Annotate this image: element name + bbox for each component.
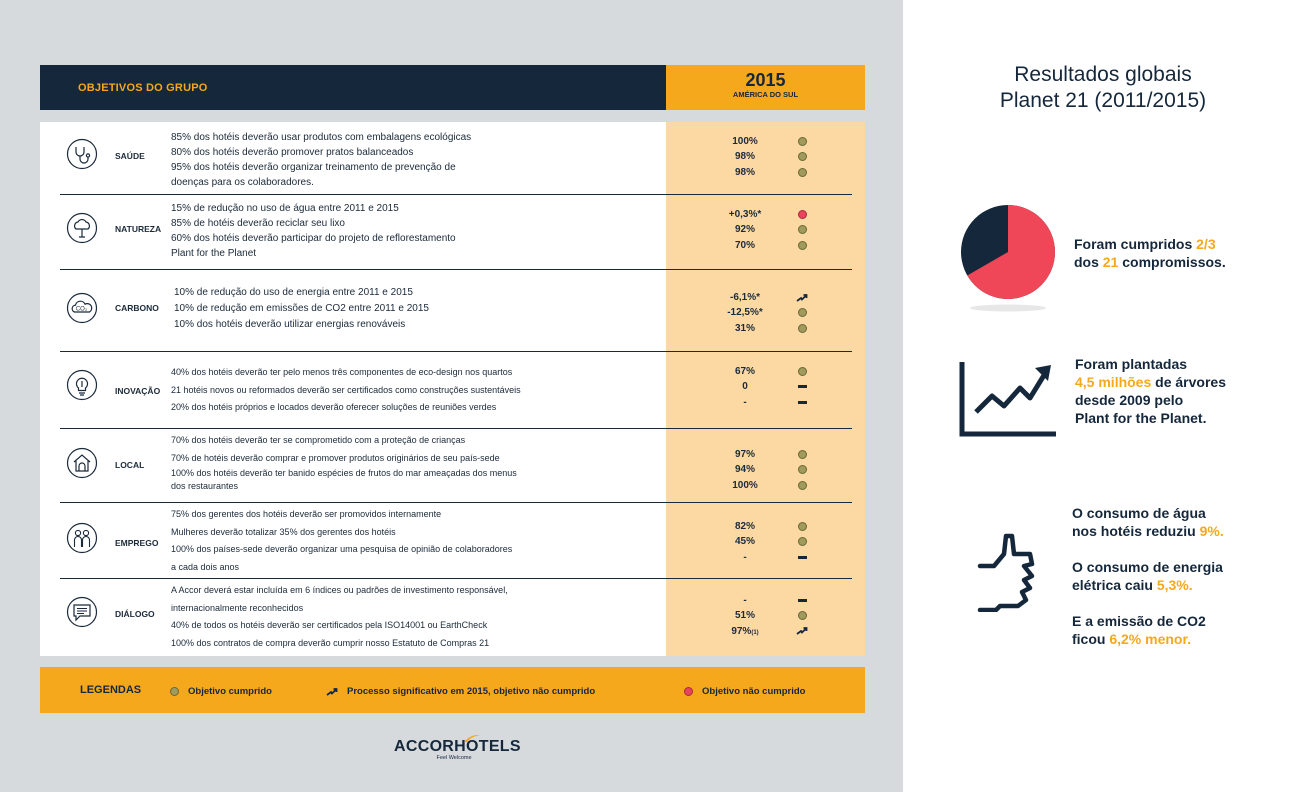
category-label: EMPREGO	[115, 538, 159, 548]
pie-shadow	[970, 305, 1046, 312]
value-footnote: (1)	[751, 629, 759, 636]
goals-list	[171, 130, 661, 190]
value-text: -12,5%*	[727, 307, 763, 319]
results-title-line1: Resultados globais	[1014, 63, 1192, 86]
goal-text: 75% dos gerentes dos hotéis deverão ser promovidos internamente	[171, 509, 442, 519]
status-marks	[794, 364, 810, 410]
spacer	[1072, 540, 1224, 558]
value-text: 70%	[734, 239, 755, 251]
achieved-dot-icon	[798, 522, 807, 531]
category-label: DIÁLOGO	[115, 609, 155, 619]
achieved-dot-icon	[798, 225, 807, 234]
dash-icon	[798, 385, 807, 388]
pie-text-b: dos	[1074, 254, 1103, 270]
trees-line3: desde 2009 pelo	[1075, 392, 1184, 408]
pie-caption-line1	[1074, 235, 1226, 253]
accorhotels-logo	[394, 738, 521, 761]
status-marks	[794, 593, 810, 639]
logo-swoosh-icon	[463, 733, 481, 743]
results-title	[903, 62, 1303, 114]
thumbs-up-icon	[976, 530, 1038, 612]
header-region: AMÉRICA DO SUL	[732, 90, 799, 99]
value-text: -	[743, 396, 747, 408]
trees-line1: Foram plantadas	[1075, 356, 1188, 372]
goal-text: A Accor deverá estar incluída em 6 índices ou padrões de investimento responsável,	[171, 585, 508, 595]
co2-line1: E a emissão de CO2	[1072, 613, 1206, 629]
value-text: 51%	[734, 610, 755, 622]
trees-highlight: 4,5 milhões	[1075, 374, 1152, 390]
progress-arrow-icon	[326, 687, 338, 697]
goal-text: 70% de hotéis deverão comprar e promover produtos originários de seu país-sede	[171, 452, 500, 463]
legend-achieved	[170, 686, 272, 697]
logo-tagline: Feel Welcome	[436, 755, 472, 761]
goals-list	[174, 285, 664, 333]
value-text: 92%	[734, 224, 755, 236]
goals-list	[171, 582, 661, 652]
trees-caption	[1075, 355, 1226, 427]
achieved-dot-icon	[798, 450, 807, 459]
section-title: OBJETIVOS DO GRUPO	[78, 82, 208, 94]
category-label: INOVAÇÃO	[115, 386, 161, 396]
values-list	[720, 447, 770, 493]
value-text: 97%	[734, 449, 755, 460]
achieved-dot-icon	[798, 324, 807, 333]
legend-bar	[40, 667, 865, 713]
dash-icon	[798, 556, 807, 559]
goal-text: a cada dois anos	[171, 561, 240, 572]
header-year-cell	[666, 65, 865, 110]
tree-icon	[66, 212, 98, 244]
achieved-dot-icon	[170, 687, 179, 696]
right-panel	[903, 0, 1303, 792]
trees-line4: Plant for the Planet.	[1075, 410, 1207, 426]
goal-text: 10% de redução do uso de energia entre 2011 e 2015	[174, 287, 413, 298]
energy-line2	[1072, 576, 1224, 594]
goal-text: dos restaurantes	[171, 481, 239, 491]
table-row	[40, 352, 865, 428]
goal-text: 40% de todos os hotéis deverão ser certificados pela ISO14001 ou EarthCheck	[171, 620, 488, 630]
lightbulb-icon	[66, 369, 98, 401]
dash-icon	[798, 401, 807, 404]
table-row	[40, 429, 865, 502]
stethoscope-icon	[66, 138, 98, 170]
value-text: +0,3%*	[728, 209, 762, 220]
values-list	[720, 134, 770, 180]
legend-progress	[326, 686, 595, 697]
value-text: 0	[742, 381, 748, 393]
goal-text: 100% dos contratos de compra deverão cumprir nosso Estatuto de Compras 21	[171, 637, 490, 648]
objectives-table	[40, 122, 865, 656]
goal-text: internacionalmente reconhecidos	[171, 602, 304, 613]
table-row	[40, 122, 865, 194]
house-icon	[66, 447, 98, 479]
achieved-dot-icon	[798, 168, 807, 177]
achieved-dot-icon	[798, 611, 807, 620]
co2-label: CO₂	[75, 306, 88, 313]
table-row	[40, 270, 865, 351]
header-title-cell	[40, 65, 666, 110]
logo-name: ACCORHOTELS	[394, 738, 521, 755]
goal-text: Plant for the Planet	[171, 248, 257, 259]
category-label: CARBONO	[115, 303, 159, 313]
co2-cloud-icon	[66, 292, 98, 324]
value-text: 94%	[734, 464, 755, 476]
achieved-dot-icon	[798, 465, 807, 474]
value-text: -6,1%*	[729, 292, 760, 303]
achieved-dot-icon	[798, 308, 807, 317]
goal-text: 95% dos hotéis deverão organizar treinamento de prevenção de	[171, 162, 456, 173]
value-text: -	[743, 595, 747, 606]
achieved-dot-icon	[798, 367, 807, 376]
value-text: 67%	[734, 366, 755, 377]
value-text: 98%	[734, 166, 755, 178]
not-achieved-dot-icon	[684, 687, 693, 696]
value-text: -	[743, 551, 747, 563]
progress-arrow-icon	[796, 626, 808, 636]
speech-bubble-icon	[66, 596, 98, 628]
pie-highlight-count: 21	[1102, 254, 1119, 270]
achieved-dot-icon	[798, 481, 807, 490]
energy-line2-text: elétrica caiu	[1072, 577, 1157, 593]
status-marks	[794, 519, 810, 565]
people-icon	[66, 522, 98, 554]
table-row	[40, 579, 865, 656]
trees-line2	[1075, 373, 1226, 391]
value-text: 97%	[731, 625, 752, 637]
goals-list	[171, 432, 661, 493]
water-line2-text: nos hotéis reduziu	[1072, 523, 1200, 539]
energy-highlight: 5,3%.	[1156, 577, 1193, 593]
goal-text: 10% dos hotéis deverão utilizar energias renováveis	[174, 319, 406, 330]
water-line1: O consumo de água	[1072, 505, 1206, 521]
value-text: 82%	[734, 521, 755, 532]
goal-text: 21 hotéis novos ou reformados deverão ser certificados como construções sustentáveis	[171, 384, 521, 395]
progress-arrow-icon	[796, 293, 808, 303]
value-cell	[720, 624, 770, 641]
goal-text: Mulheres deverão totalizar 35% dos gerentes dos hotéis	[171, 526, 396, 537]
pie-text-a: Foram cumpridos	[1074, 236, 1197, 252]
trees-line2-rest: de árvores	[1151, 374, 1226, 390]
goals-list	[171, 506, 661, 576]
goal-text: 20% dos hotéis próprios e locados deverão oferecer soluções de reuniões verdes	[171, 402, 497, 412]
co2-highlight: 6,2% menor.	[1109, 631, 1192, 647]
goals-list	[171, 201, 661, 261]
goal-text: 70% dos hotéis deverão ter se comprometido com a proteção de crianças	[171, 435, 466, 445]
values-list	[720, 519, 770, 565]
spacer	[1072, 594, 1224, 612]
category-label: LOCAL	[115, 460, 145, 470]
goal-text: 85% dos hotéis deverão usar produtos com embalagens ecológicas	[171, 132, 472, 143]
header-year: 2015	[745, 70, 786, 90]
achieved-dot-icon	[798, 137, 807, 146]
value-text: 100%	[732, 479, 758, 491]
not-achieved-dot-icon	[798, 210, 807, 219]
dash-icon	[798, 599, 807, 602]
water-highlight: 9%.	[1199, 523, 1224, 539]
co2-line2	[1072, 630, 1224, 648]
goal-text: doenças para os colaboradores.	[171, 177, 314, 188]
table-row	[40, 503, 865, 578]
legend-progress-label: Processo significativo em 2015, objetivo não cumprido	[347, 686, 596, 697]
pie-text-c: compromissos.	[1118, 254, 1226, 270]
goal-text: 40% dos hotéis deverão ter pelo menos três componentes de eco-design nos quartos	[171, 367, 513, 377]
growth-chart-icon	[958, 360, 1058, 438]
values-list	[720, 593, 770, 641]
goal-text: 80% dos hotéis deverão promover pratos balanceados	[171, 147, 414, 158]
status-marks	[794, 290, 810, 336]
status-marks	[794, 134, 810, 180]
goal-text: 100% dos países-sede deverão organizar uma pesquisa de opinião de colaboradores	[171, 544, 513, 554]
goal-text: 85% de hotéis deverão reciclar seu lixo	[171, 218, 345, 229]
category-label: SAÚDE	[115, 151, 145, 161]
legend-not-achieved-label: Objetivo não cumprido	[702, 686, 806, 697]
goal-text: 60% dos hotéis deverão participar do projeto de reflorestamento	[171, 233, 456, 244]
commitments-pie-chart	[959, 203, 1057, 313]
values-list	[720, 364, 770, 410]
values-list	[720, 207, 770, 253]
table-row	[40, 195, 865, 269]
values-list	[720, 290, 770, 336]
goal-text: 10% de redução em emissões de CO2 entre 2011 e 2015	[174, 303, 429, 314]
co2-line2-text: ficou	[1072, 631, 1110, 647]
legend-title: LEGENDAS	[80, 684, 142, 696]
value-text: 100%	[732, 136, 758, 147]
achieved-dot-icon	[798, 241, 807, 250]
legend-not-achieved	[684, 686, 805, 697]
pie-caption-line2	[1074, 253, 1226, 271]
consumption-caption	[1072, 504, 1224, 648]
status-marks	[794, 207, 810, 253]
achieved-dot-icon	[798, 152, 807, 161]
energy-line1: O consumo de energia	[1072, 559, 1223, 575]
pie-caption	[1074, 235, 1226, 271]
value-text: 31%	[734, 322, 755, 334]
value-text: 45%	[734, 536, 755, 548]
achieved-dot-icon	[798, 537, 807, 546]
water-line2	[1072, 522, 1224, 540]
legend-achieved-label: Objetivo cumprido	[188, 686, 272, 697]
pie-highlight-fraction: 2/3	[1196, 236, 1216, 252]
category-label: NATUREZA	[115, 224, 162, 234]
goal-text: 15% de redução no uso de água entre 2011 e 2015	[171, 203, 399, 214]
goals-list	[171, 364, 661, 417]
table-header	[40, 65, 865, 110]
goal-text: 100% dos hotéis deverão ter banido espécies de frutos do mar ameaçadas dos menus	[171, 468, 517, 478]
results-title-line2: Planet 21 (2011/2015)	[999, 89, 1207, 112]
status-marks	[794, 447, 810, 493]
value-text: 98%	[734, 151, 755, 163]
